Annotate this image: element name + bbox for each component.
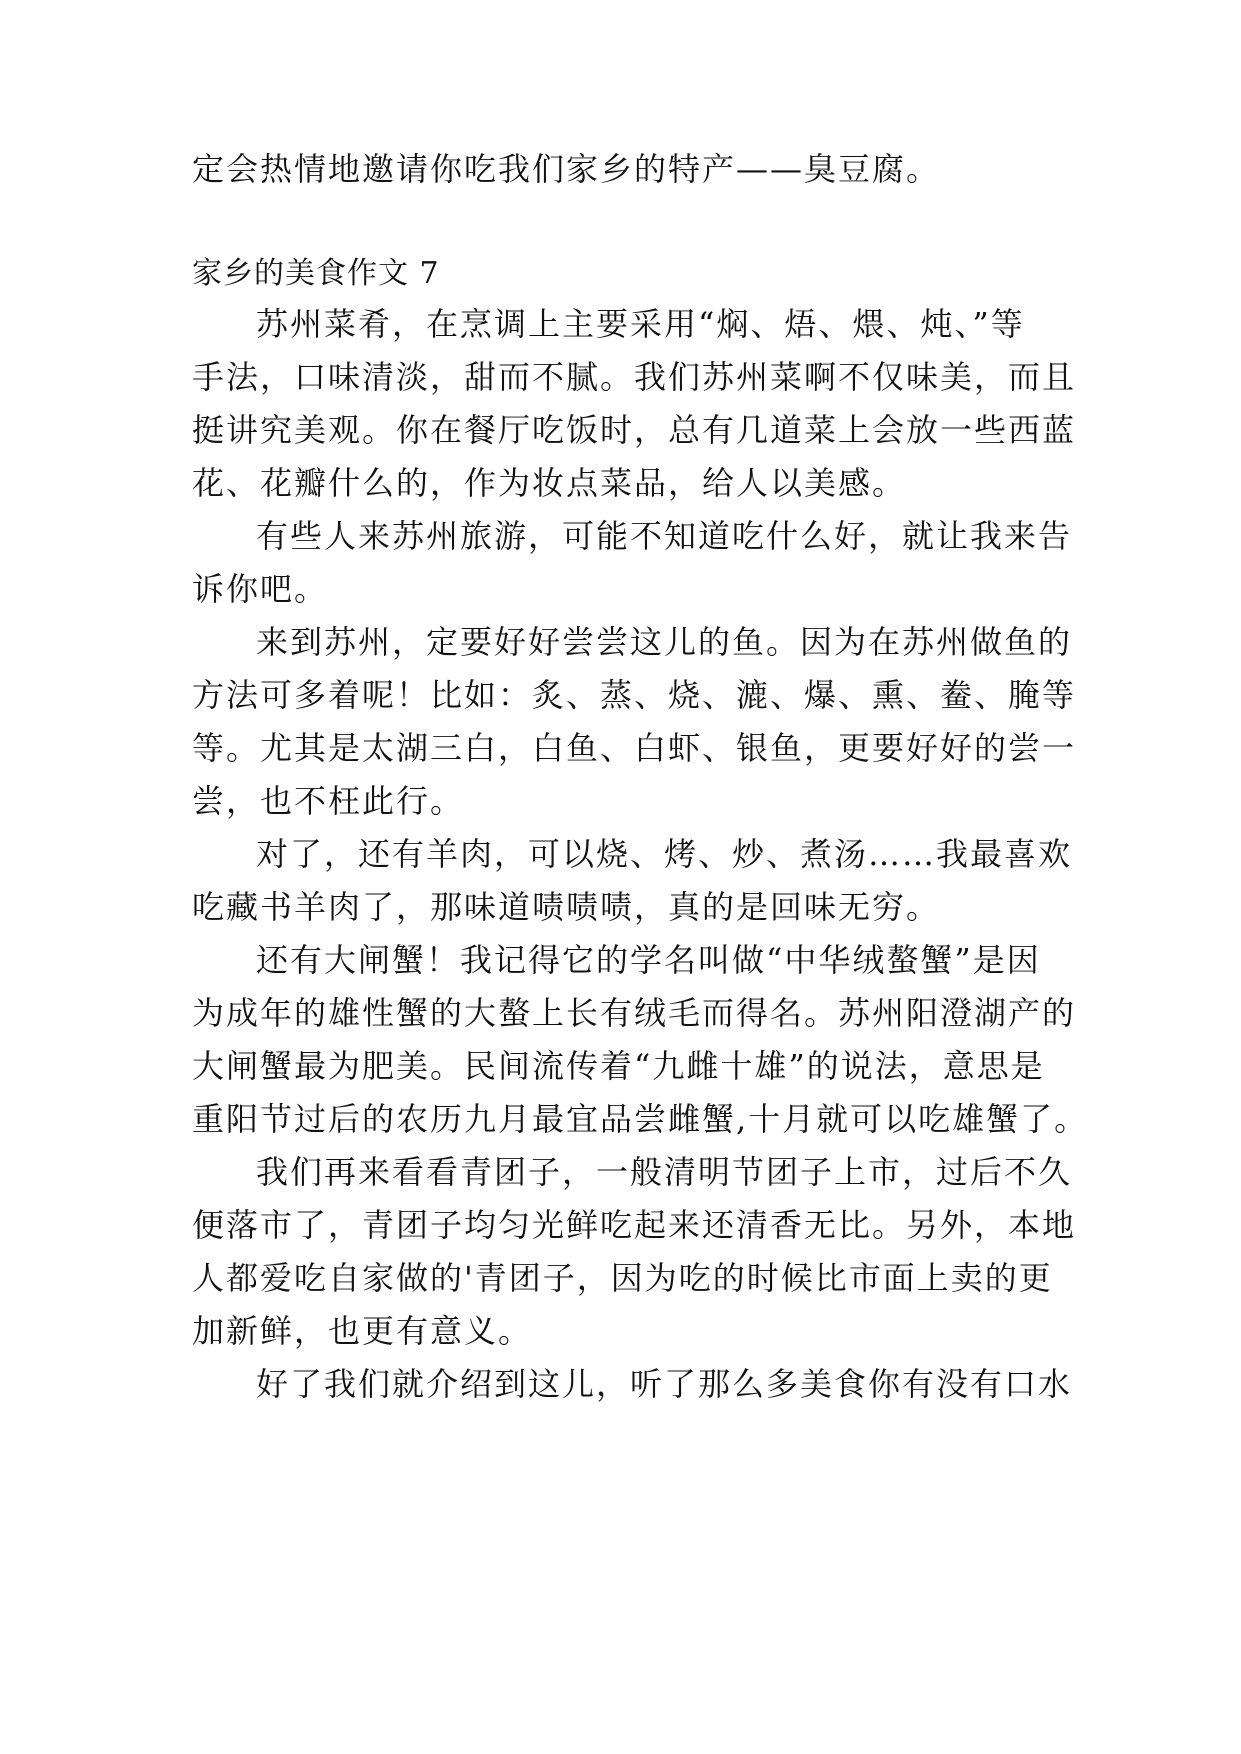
paragraph-6-line-3: 人都爱吃自家做的'青团子，因为吃的时候比市面上卖的更 (192, 1259, 1053, 1297)
paragraph-5-line-3: 大闸蟹最为肥美。民间流传着“九雌十雄”的说法，意思是 (192, 1047, 1045, 1085)
paragraph-6-line-2: 便落市了，青团子均匀光鲜吃起来还清香无比。另外，本地 (192, 1206, 1077, 1244)
paragraph-1-line-2: 手法，口味清淡，甜而不腻。我们苏州菜啊不仅味美，而且 (192, 358, 1077, 396)
paragraph-4-line-1: 对了，还有羊肉，可以烧、烤、炒、煮汤……我最喜欢 (256, 835, 1073, 873)
paragraph-5-line-4: 重阳节过后的农历九月最宜品尝雌蟹,十月就可以吃雄蟹了。 (192, 1100, 1089, 1138)
paragraph-2-line-2: 诉你吧。 (192, 570, 329, 608)
section-title: 家乡的美食作文 7 (192, 256, 440, 291)
continued-text-line: 定会热情地邀请你吃我们家乡的特产——臭豆腐。 (192, 150, 941, 188)
paragraph-4-line-2: 吃藏书羊肉了，那味道啧啧啧，真的是回味无穷。 (192, 888, 941, 926)
paragraph-1-line-1: 苏州菜肴，在烹调上主要采用“焖、焐、煨、炖、”等 (256, 305, 1025, 343)
paragraph-5-line-2: 为成年的雄性蟹的大螯上长有绒毛而得名。苏州阳澄湖产的 (192, 994, 1077, 1032)
paragraph-3-line-4: 尝，也不枉此行。 (192, 782, 465, 820)
paragraph-2-line-1: 有些人来苏州旅游，可能不知道吃什么好，就让我来告 (256, 517, 1073, 555)
paragraph-3-line-2: 方法可多着呢！比如：炙、蒸、烧、漉、爆、熏、鲞、腌等 (192, 676, 1077, 714)
paragraph-3-line-1: 来到苏州，定要好好尝尝这儿的鱼。因为在苏州做鱼的 (256, 623, 1073, 661)
paragraph-5-line-1: 还有大闸蟹！我记得它的学名叫做“中华绒螯蟹”是因 (256, 941, 1041, 979)
paragraph-1-line-3: 挺讲究美观。你在餐厅吃饭时，总有几道菜上会放一些西蓝 (192, 411, 1077, 449)
paragraph-6-line-4: 加新鲜，也更有意义。 (192, 1312, 533, 1350)
paragraph-7-line-1: 好了我们就介绍到这儿，听了那么多美食你有没有口水 (256, 1365, 1073, 1403)
paragraph-6-line-1: 我们再来看看青团子，一般清明节团子上市，过后不久 (256, 1153, 1073, 1191)
paragraph-3-line-3: 等。尤其是太湖三白，白鱼、白虾、银鱼，更要好好的尝一 (192, 729, 1077, 767)
paragraph-1-line-4: 花、花瓣什么的，作为妆点菜品，给人以美感。 (192, 464, 907, 502)
